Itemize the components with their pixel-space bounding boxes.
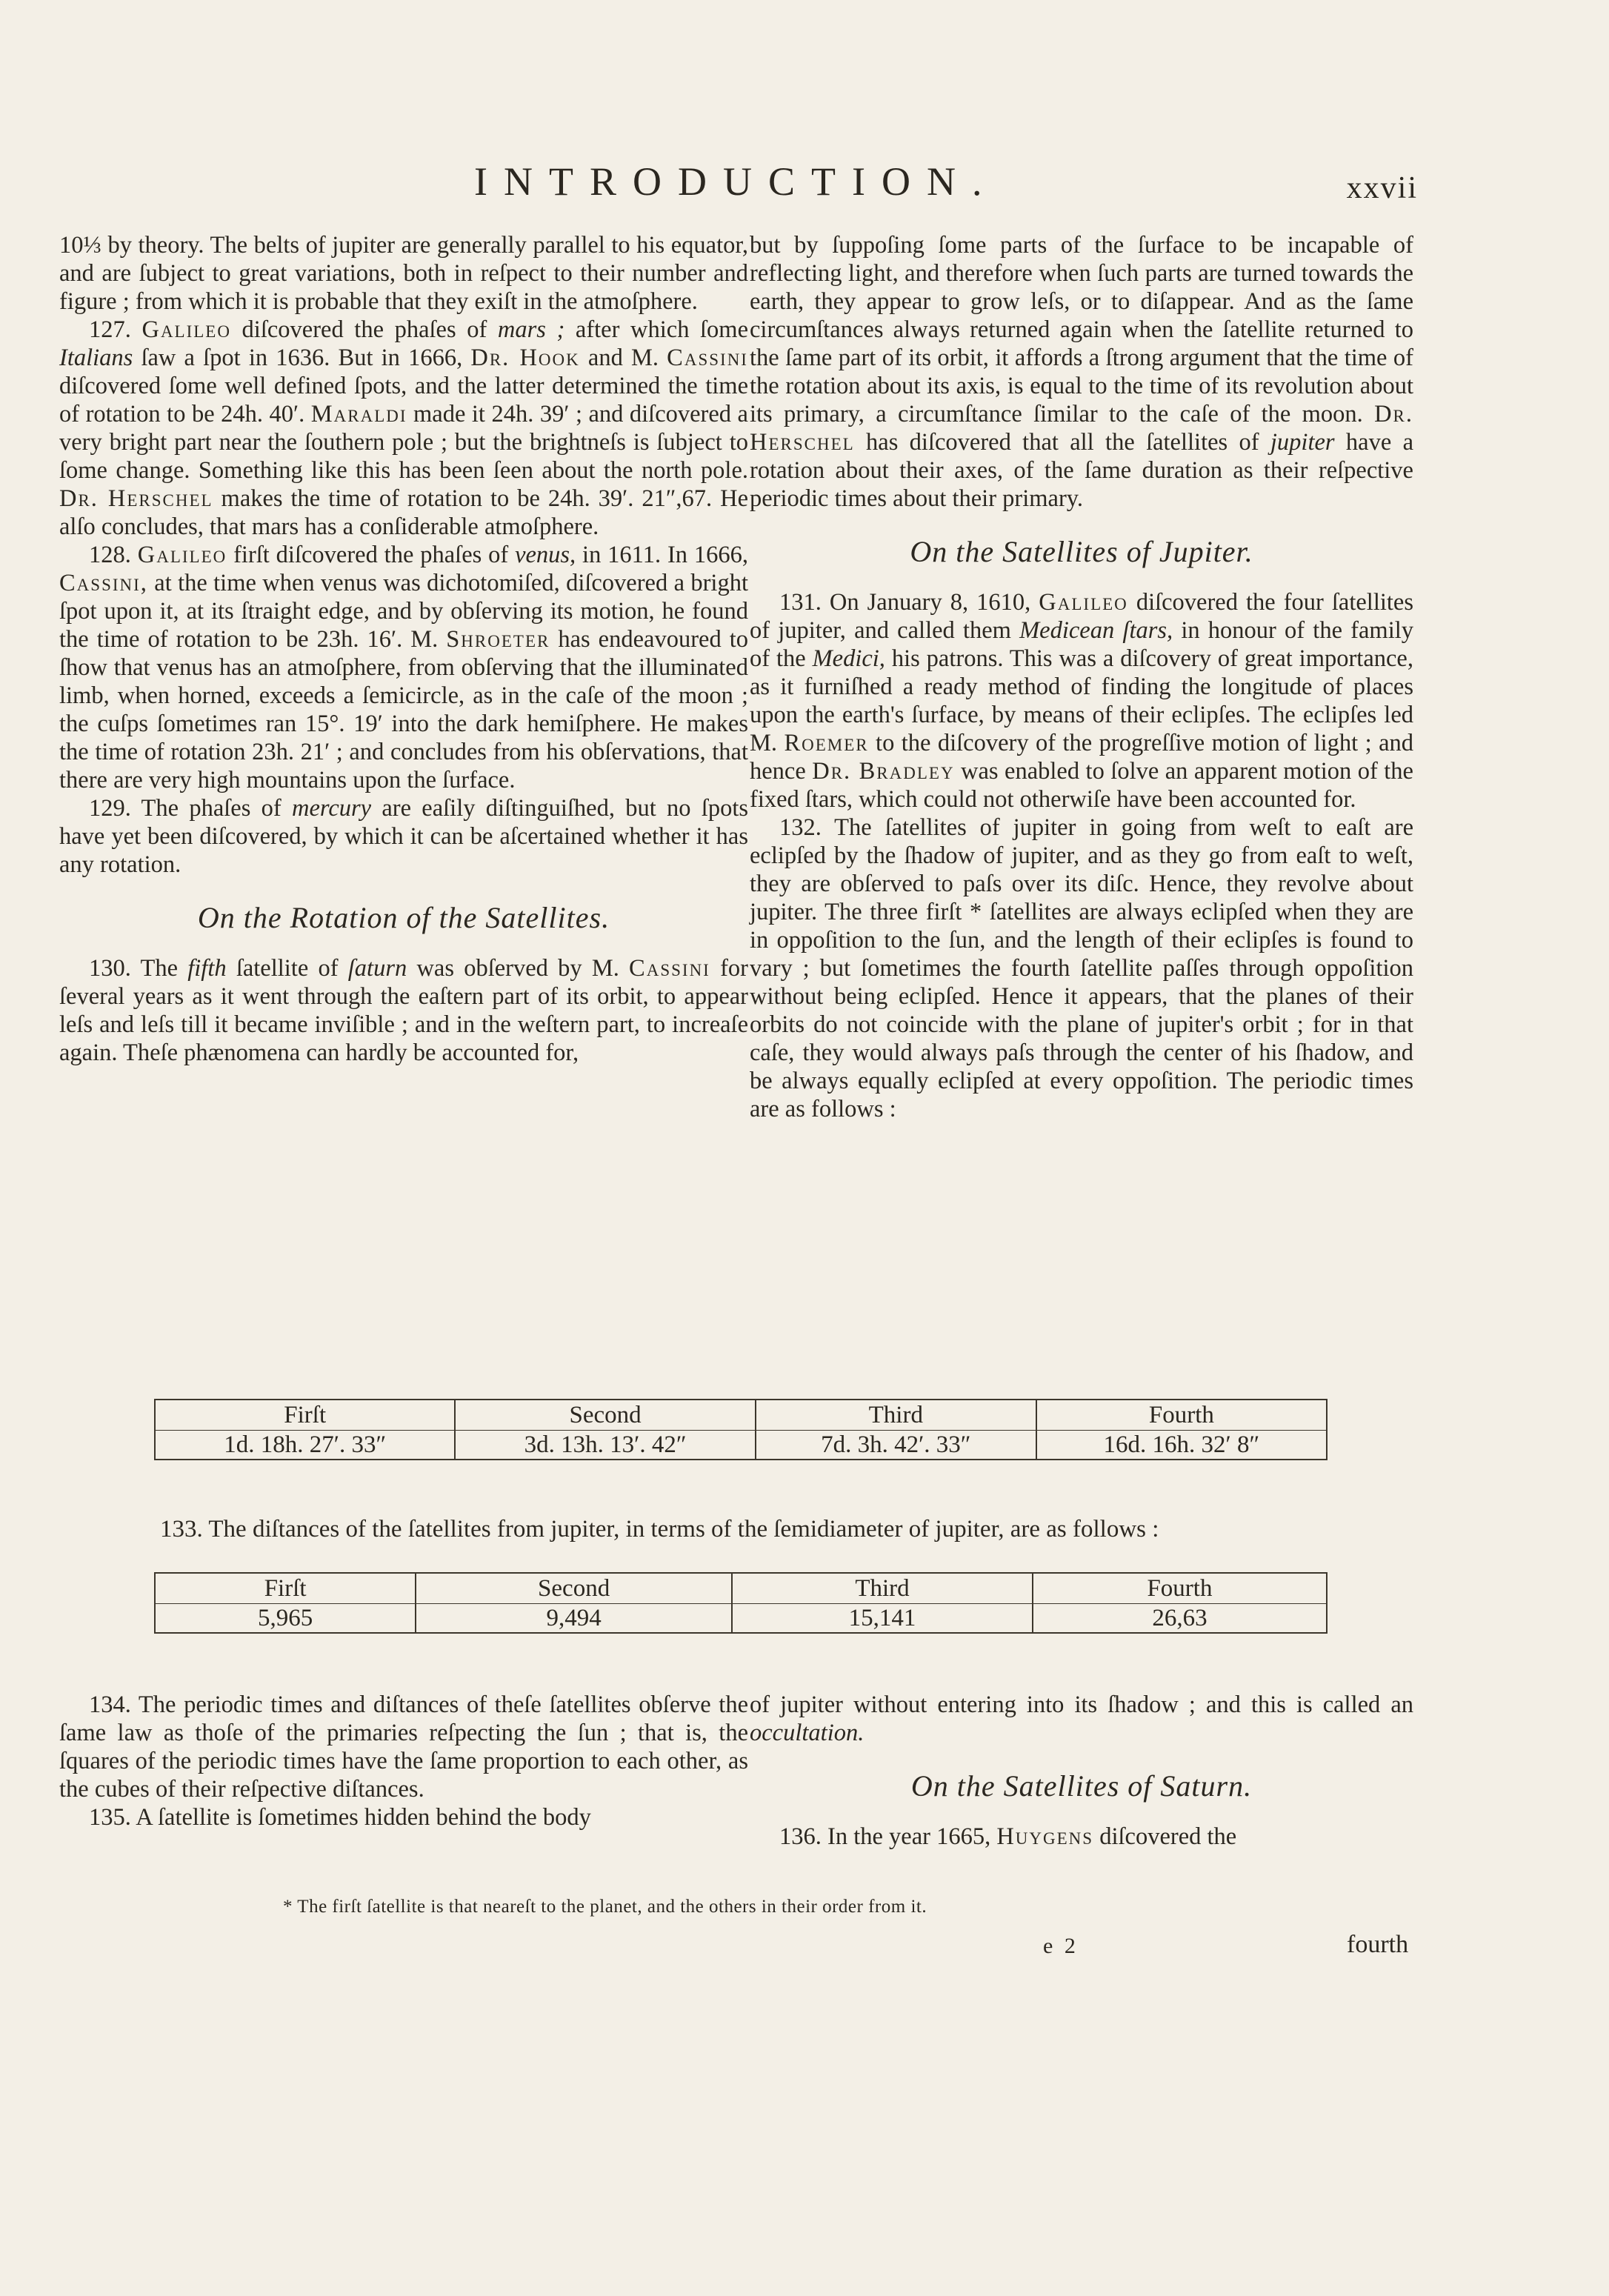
table-cell: 15,141 <box>732 1604 1033 1634</box>
bottom-left-column <box>59 1691 748 1831</box>
table-header: Second <box>455 1400 755 1431</box>
table-cell: 1d. 18h. 27′. 33″ <box>155 1431 455 1460</box>
page-number: xxvii <box>1346 171 1418 205</box>
table-cell: 5,965 <box>155 1604 416 1634</box>
paragraph-131: 131. On January 8, 1610, Galileo diſcovered the four ſatellites of jupiter, and called them Medicean ſtars, in honour of the family of the Medici, his patrons. This was a diſcovery of great importance, as it furniſhed a ready method of finding the longitude of places upon the earth's ſurface, by means of their eclipſes. The eclipſes led M. Roemer to the diſcovery of the progreſſive motion of light ; and hence Dr. Bradley was enabled to ſolve an apparent motion of the fixed ſtars, which could not otherwiſe have been accounted for. <box>750 589 1414 813</box>
catchword: fourth <box>1347 1931 1409 1958</box>
table-cell: 16d. 16h. 32′ 8″ <box>1036 1431 1327 1460</box>
paragraph-129: 129. The phaſes of mercury are eaſily diſtinguiſhed, but no ſpots have yet been diſcovered, by which it can be aſcertained whether it has any rotation. <box>59 795 748 878</box>
paragraph-133: 133. The diſtances of the ſatellites from jupiter, in terms of the ſemidiameter of jupiter, are as follows : <box>160 1516 1159 1543</box>
section-heading: On the Satellites of Saturn. <box>910 1769 1253 1803</box>
paragraph-128: 128. Galileo firſt diſcovered the phaſes of venus, in 1611. In 1666, Cassini, at the time when venus was dichotomiſed, diſcovered a bright ſpot upon it, at its ſtraight edge, and by obſerving its motion, he found the time of rotation to be 23h. 16′. M. Shroeter has endeavoured to ſhow that venus has an atmoſphere, from obſerving that the illuminated limb, when horned, exceeds a ſemicircle, as in the caſe of the moon ; the cuſps ſometimes ran 15°. 19′ into the dark hemiſphere. He makes the time of rotation 23h. 21′ ; and concludes from his obſervations, that there are very high mountains upon the ſurface. <box>59 542 748 793</box>
paragraph-132: 132. The ſatellites of jupiter in going from weſt to eaſt are eclipſed by the ſhadow of jupiter, and as they go from eaſt to weſt, they are obſerved to paſs over its diſc. Hence, they revolve about jupiter. The three firſt * ſatellites are always eclipſed when they are in oppoſition to the ſun, and the length of their eclipſes is found to vary ; but ſometimes the fourth ſatellite paſſes through oppoſition without being eclipſed. Hence it appears, that the planes of their orbits do not coincide with the plane of jupiter's orbit ; for in that caſe, they would always paſs through the center of his ſhadow, and be always equally eclipſed at every oppoſition. The periodic times are as follows : <box>750 814 1413 1122</box>
table-cell: 9,494 <box>416 1604 732 1634</box>
paragraph-134: 134. The periodic times and diſtances of theſe ſatellites obſerve the ſame law as thoſe of the primaries reſpecting the ſun ; that is, the ſquares of the periodic times have the ſame proportion to each other, as the cubes of their reſpective diſtances. <box>59 1691 748 1803</box>
right-column <box>750 231 1413 1123</box>
table-header: Second <box>416 1573 732 1604</box>
table-cell: 3d. 13h. 13′. 42″ <box>455 1431 755 1460</box>
table-header: Firſt <box>155 1573 416 1604</box>
signature-mark: e 2 <box>1043 1934 1079 1958</box>
section-heading: On the Rotation of the Satellites. <box>197 901 610 934</box>
paragraph: of jupiter without entering into its ſhadow ; and this is called an occultation. <box>750 1691 1413 1746</box>
distances-table <box>154 1572 1327 1634</box>
table-cell: 26,63 <box>1033 1604 1327 1634</box>
paragraph: 10⅓ by theory. The belts of jupiter are generally parallel to his equator, and are ſubject to great variations, both in reſpect to their number and figure ; from which it is probable that they exiſt in the atmoſphere. <box>59 232 748 315</box>
paragraph-130: 130. The fifth ſatellite of ſaturn was obſerved by M. Cassini for ſeveral years as it went through the eaſtern part of its orbit, to appear leſs and leſs till it became inviſible ; and in the weſtern part, to increaſe again. Theſe phænomena can hardly be accounted for, <box>59 955 748 1066</box>
table-header: Fourth <box>1033 1573 1327 1604</box>
periodic-times-table <box>154 1399 1327 1460</box>
bottom-right-column <box>750 1691 1413 1851</box>
table-header: Third <box>756 1400 1036 1431</box>
paragraph-127: 127. Galileo diſcovered the phaſes of mars ; after which ſome Italians ſaw a ſpot in 1636. But in 1666, Dr. Hook and M. Cassini diſcovered ſome well defined ſpots, and the latter determined the time of rotation to be 24h. 40′. Maraldi made it 24h. 39′ ; and diſcovered a very bright part near the ſouthern pole ; but the brightneſs is ſubject to ſome change. Something like this has been ſeen about the north pole. Dr. Herschel makes the time of rotation to be 24h. 39′. 21″,67. He alſo concludes, that mars has a conſiderable atmoſphere. <box>59 316 749 540</box>
paragraph-136: 136. In the year 1665, Huygens diſcovered the <box>779 1823 1237 1850</box>
table-cell: 7d. 3h. 42′. 33″ <box>756 1431 1036 1460</box>
paragraph: but by ſuppoſing ſome parts of the ſurface to be incapable of reflecting light, and therefore when ſuch parts are turned towards the earth, they appear to grow leſs, or to diſappear. And as the ſame circumſtances always returned again when the ſatellite returned to the ſame part of its orbit, it affords a ſtrong argument that the time of the rotation about its axis, is equal to the time of its revolution about its primary, a circumſtance ſimilar to the caſe of the moon. Dr. Herschel has diſcovered that all the ſatellites of jupiter have a rotation about their axes, of the ſame duration as their reſpective periodic times about their primary. <box>750 232 1414 512</box>
section-heading: On the Satellites of Jupiter. <box>910 535 1253 568</box>
paragraph-135: 135. A ſatellite is ſometimes hidden behind the body <box>89 1804 591 1831</box>
table-header: Fourth <box>1036 1400 1327 1431</box>
table-header: Third <box>732 1573 1033 1604</box>
left-column <box>59 231 748 1067</box>
running-head: INTRODUCTION. <box>474 159 999 204</box>
table-header: Firſt <box>155 1400 455 1431</box>
footnote: * The firſt ſatellite is that neareſt to the planet, and the others in their order from it. <box>283 1897 927 1917</box>
